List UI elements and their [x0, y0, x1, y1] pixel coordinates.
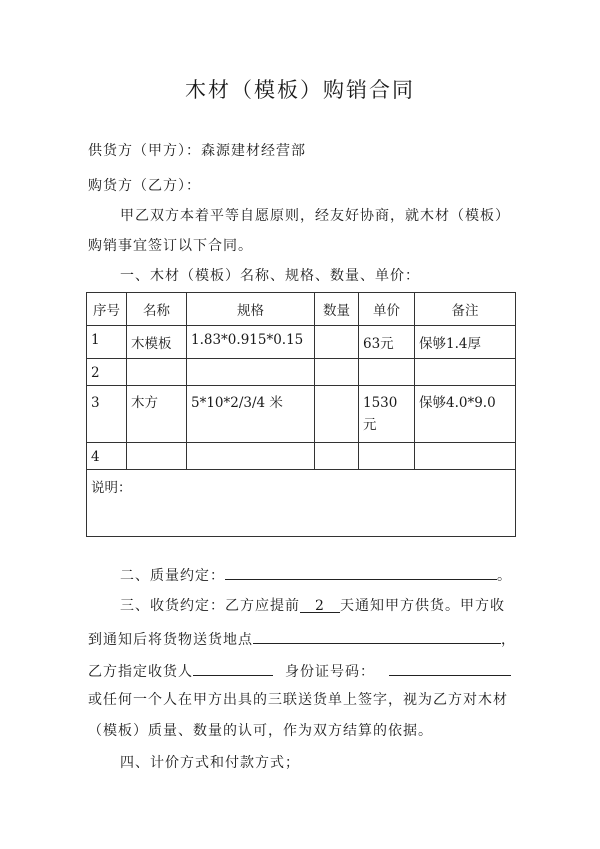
cell-qty: [315, 386, 359, 443]
cell-no: 3: [87, 386, 127, 443]
intro-line-1: 甲乙双方本着平等自愿原则，经友好协商，就木材（模板）: [120, 208, 510, 224]
intro-line-2: 购销事宜签订以下合同。: [88, 238, 253, 254]
section-2-line: [120, 563, 512, 586]
table-header: 数量: [315, 293, 359, 326]
supplier-line: 供货方（甲方）：森源建材经营部: [88, 143, 306, 159]
section-3-line-1: [120, 596, 505, 616]
cell-qty: [315, 326, 359, 359]
cell-no: 4: [87, 443, 127, 470]
cell-price: [359, 359, 415, 386]
table-header: 规格: [187, 293, 315, 326]
section-2-label: 二、质量约定：: [120, 568, 225, 584]
section-3-label: 三、收货约定：乙方应提前: [120, 598, 300, 614]
quality-blank: [225, 563, 497, 580]
cell-name: [127, 443, 187, 470]
receiver-blank: [193, 659, 273, 676]
table-row: [87, 386, 516, 443]
table-remark-row: [87, 470, 516, 537]
table-row: [87, 359, 516, 386]
cell-spec: [187, 359, 315, 386]
cell-no: 2: [87, 359, 127, 386]
section-3-line-2-text: 到通知后将货物送货地点: [88, 632, 253, 648]
cell-note: [415, 359, 516, 386]
section-3-line-2-end: ，: [501, 632, 516, 648]
section-1-heading: 一、木材（模板）名称、规格、数量、单价：: [120, 268, 420, 284]
table-header: 名称: [127, 293, 187, 326]
cell-spec: 5*10*2/3/4 米: [187, 386, 315, 443]
delivery-address-blank: [253, 627, 501, 644]
section-3-line-4: 或任何一个人在甲方出具的三联送货单上签字，视为乙方对木材: [88, 692, 508, 708]
cell-note: [415, 443, 516, 470]
days-value: 2: [300, 596, 340, 613]
receiver-label: 乙方指定收货人: [88, 664, 193, 680]
id-number-label: 身份证号码：: [285, 664, 375, 680]
table-header: 备注: [415, 293, 516, 326]
table-header-row: [87, 293, 516, 326]
section-3-line-3: [88, 659, 511, 682]
id-number-blank: [389, 659, 511, 676]
table-row: [87, 326, 516, 359]
cell-spec: [187, 443, 315, 470]
table-header: 单价: [359, 293, 415, 326]
section-3-line-2: [88, 627, 516, 650]
cell-price: [359, 443, 415, 470]
cell-price: 63元: [359, 326, 415, 359]
cell-no: 1: [87, 326, 127, 359]
table-row: [87, 443, 516, 470]
document-title: 木材（模板）购销合同: [185, 78, 415, 102]
buyer-line: 购货方（乙方）：: [88, 178, 201, 194]
cell-qty: [315, 359, 359, 386]
section-3-after-days: 天通知甲方供货。甲方收: [340, 598, 505, 614]
goods-table: [86, 292, 516, 537]
cell-name: [127, 359, 187, 386]
section-2-end: 。: [497, 568, 512, 584]
section-4-heading: 四、计价方式和付款方式；: [120, 755, 300, 771]
cell-price: 1530元: [359, 386, 415, 443]
cell-qty: [315, 443, 359, 470]
cell-name: 木方: [127, 386, 187, 443]
cell-note: 保够1.4厚: [415, 326, 516, 359]
cell-note: 保够4.0*9.0: [415, 386, 516, 443]
cell-name: 木模板: [127, 326, 187, 359]
cell-spec: 1.83*0.915*0.15: [187, 326, 315, 359]
remark-label: 说明：: [87, 470, 516, 537]
section-3-line-5: （模板）质量、数量的认可，作为双方结算的依据。: [88, 723, 433, 739]
table-header: 序号: [87, 293, 127, 326]
